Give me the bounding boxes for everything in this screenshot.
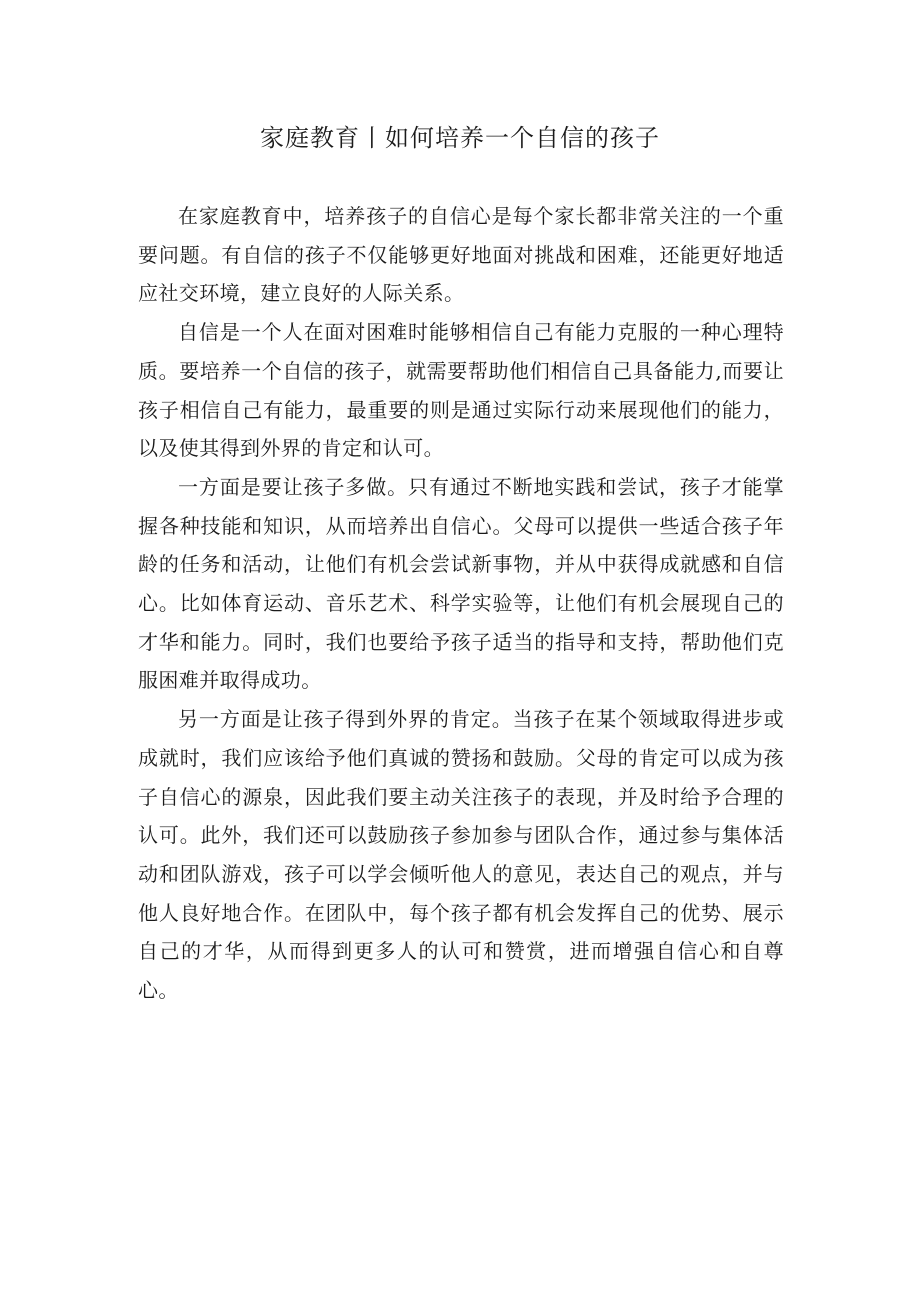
- paragraph-3: 一方面是要让孩子多做。只有通过不断地实践和尝试，孩子才能掌握各种技能和知识，从而培养出自信心。父母可以提供一些适合孩子年龄的任务和活动，让他们有机会尝试新事物，并从中获得成就感和自信心。比如体育运动、音乐艺术、科学实验等，让他们有机会展现自己的才华和能力。同时，我们也要给予孩子适当的指导和支持，帮助他们克服困难并取得成功。: [138, 474, 784, 693]
- page-title: 家庭教育丨如何培养一个自信的孩子: [260, 124, 660, 152]
- paragraph-4: 另一方面是让孩子得到外界的肯定。当孩子在某个领域取得进步或成就时，我们应该给予他们真诚的赞扬和鼓励。父母的肯定可以成为孩子自信心的源泉，因此我们要主动关注孩子的表现，并及时给予合理的认可。此外，我们还可以鼓励孩子参加参与团队合作，通过参与集体活动和团队游戏，孩子可以学会倾听他人的意见，表达自己的观点，并与他人良好地合作。在团队中，每个孩子都有机会发挥自己的优势、展示自己的才华，从而得到更多人的认可和赞赏，进而增强自信心和自尊心。: [138, 707, 784, 1003]
- paragraph-2: 自信是一个人在面对困难时能够相信自己有能力克服的一种心理特质。要培养一个自信的孩子，就需要帮助他们相信自己具备能力,而要让孩子相信自己有能力，最重要的则是通过实际行动来展现他们的能力，以及使其得到外界的肯定和认可。: [138, 320, 784, 461]
- paragraph-1: 在家庭教育中，培养孩子的自信心是每个家长都非常关注的一个重要问题。有自信的孩子不仅能够更好地面对挑战和困难，还能更好地适应社交环境，建立良好的人际关系。: [138, 204, 784, 306]
- article-body: [138, 197, 784, 1010]
